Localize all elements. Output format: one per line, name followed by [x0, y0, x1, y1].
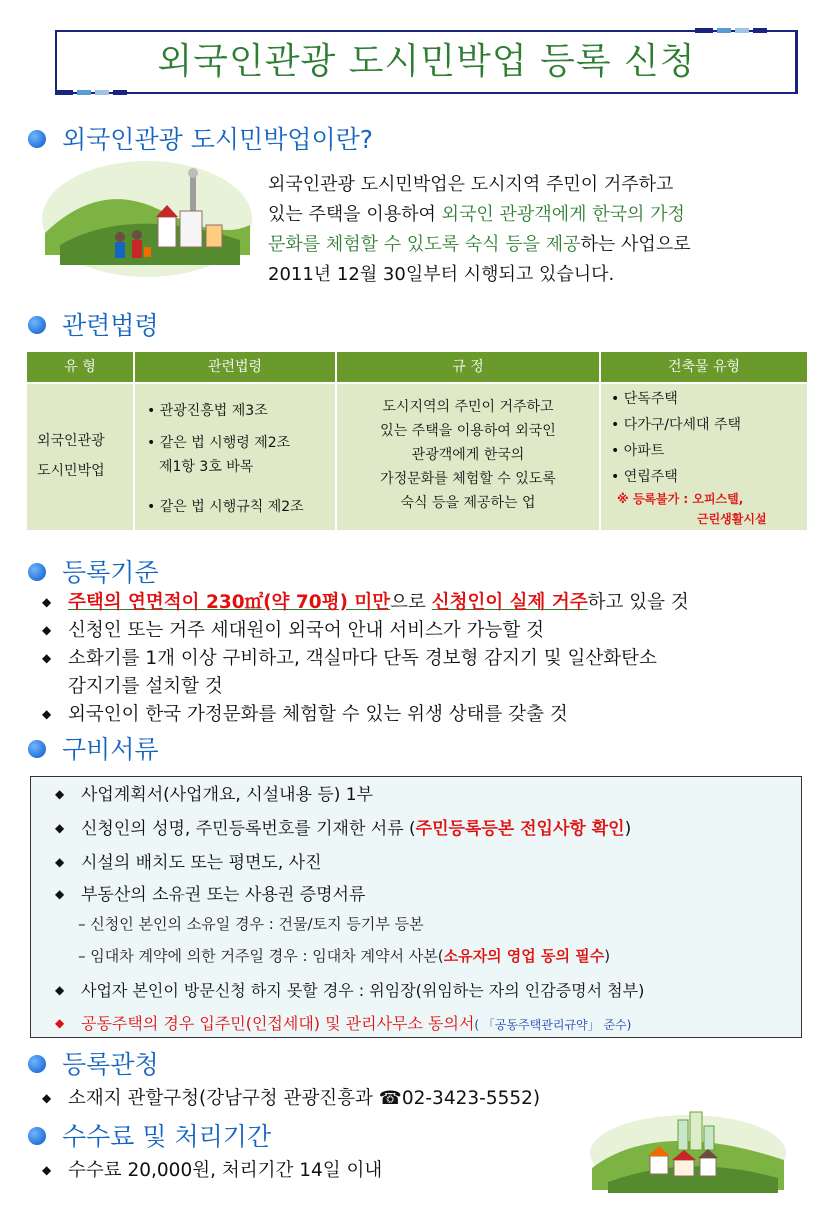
- list-item: [42, 616, 544, 642]
- item-text: 신청인의 성명, 주민등록번호를 기재한 서류 (: [81, 819, 416, 839]
- item-text: – 임대차 계약에 의한 거주일 경우 : 임대차 계약서 사본(: [78, 947, 444, 965]
- document-item: [55, 1011, 631, 1034]
- item-text: – 신청인 본인의 소유일 경우 : 건물/토지 등기부 등본: [78, 915, 424, 933]
- cell-text: • 연립주택: [611, 469, 678, 485]
- intro-text-line: [268, 170, 673, 200]
- bullet-icon: ◆: [55, 855, 65, 869]
- item-text: 외국인이 한국 가정문화를 체험할 수 있는 위생 상태를 갖출 것: [68, 704, 568, 725]
- document-subitem: [78, 945, 610, 966]
- cell-text: 관광객에게 한국의: [411, 447, 525, 463]
- bullet-icon: ◆: [42, 1091, 52, 1105]
- table-cell-rule: [337, 384, 599, 530]
- intro-highlight: 문화를 체험할 수 있도록 숙식 등을 제공: [268, 234, 581, 255]
- cell-text: • 같은 법 시행령 제2조: [147, 435, 291, 451]
- list-item: [42, 1156, 382, 1182]
- bullet-icon: ◆: [42, 1163, 52, 1177]
- document-item: [55, 848, 322, 873]
- cell-text: • 아파트: [611, 443, 665, 459]
- item-text: 하고 있을 것: [587, 592, 689, 613]
- item-text: 소화기를 1개 이상 구비하고, 객실마다 단독 경보형 감지기 및 일산화탄소: [68, 648, 657, 669]
- item-text: 부동산의 소유권 또는 사용권 증명서류: [81, 885, 366, 905]
- bullet-icon: ◆: [42, 707, 52, 721]
- bullet-icon: ◆: [55, 1016, 65, 1030]
- bullet-icon: ◆: [55, 821, 65, 835]
- table-header: 규 정: [337, 352, 599, 382]
- item-text: 수수료 20,000원, 처리기간 14일 이내: [68, 1160, 383, 1181]
- intro-text: 하는 사업으로: [580, 234, 691, 255]
- registration-note: ※ 등록불가 : 오피스텔,: [617, 492, 744, 506]
- item-text: 감지기를 설치할 것: [68, 676, 223, 697]
- cell-text: 있는 주택을 이용하여 외국인: [380, 423, 556, 439]
- highlight-text: 공동주택의 경우 입주민(인접세대) 및 관리사무소 동의서: [81, 1014, 475, 1033]
- section-bullet-icon: [28, 130, 46, 148]
- bullet-icon: ◆: [55, 787, 65, 801]
- document-item: [55, 814, 631, 839]
- cell-text: 외국인관광: [37, 433, 105, 449]
- cell-text: • 관광진흥법 제3조: [147, 403, 268, 419]
- cell-text: 가정문화를 체험할 수 있도록: [380, 471, 556, 487]
- section-bullet-icon: [28, 563, 46, 581]
- intro-text: 외국인관광 도시민박업은 도시지역 주민이 거주하고: [268, 174, 674, 195]
- section-heading-intro: 외국인관광 도시민박업이란?: [62, 125, 374, 154]
- section-heading-office: 등록관청: [62, 1050, 159, 1079]
- list-item: [42, 700, 568, 726]
- town-illustration: [588, 1098, 788, 1193]
- document-item: [55, 978, 644, 1001]
- section-heading-law: 관련법령: [62, 311, 159, 340]
- table-header: 건축물 유형: [601, 352, 807, 382]
- cell-text: • 같은 법 시행규칙 제2조: [147, 499, 304, 515]
- registration-note: 근린생활시설: [697, 512, 767, 526]
- item-text: 신청인 또는 거주 세대원이 외국어 안내 서비스가 가능할 것: [68, 620, 544, 641]
- table-cell-building: [601, 384, 807, 530]
- cell-text: 도시민박업: [37, 463, 105, 479]
- section-heading-fee: 수수료 및 처리기간: [62, 1122, 272, 1151]
- item-text: ): [624, 819, 632, 839]
- document-item: [55, 780, 373, 805]
- document-subitem: [78, 913, 424, 934]
- intro-highlight: 외국인 관광객에게 한국의 가정: [441, 204, 685, 225]
- section-bullet-icon: [28, 740, 46, 758]
- item-text: ): [604, 947, 611, 965]
- law-table: [27, 352, 807, 530]
- document-item: [55, 880, 365, 905]
- item-text: 소재지 관할구청(강남구청 관광진흥과 ☎02-3423-5552): [68, 1088, 541, 1109]
- highlight-text: 소유자의 영업 동의 필수: [443, 947, 605, 965]
- city-village-illustration: [40, 155, 255, 280]
- item-text: 사업자 본인이 방문신청 하지 못할 경우 : 위임장(위임하는 자의 인감증명서 첨부): [81, 981, 645, 1000]
- cell-text: • 단독주택: [611, 391, 678, 407]
- bullet-icon: ◆: [55, 887, 65, 901]
- section-heading-documents: 구비서류: [62, 735, 159, 764]
- highlight-text: 신청인이 실제 거주: [431, 592, 588, 613]
- list-item: [42, 588, 689, 614]
- table-cell-laws: [135, 384, 335, 530]
- list-item-continuation: [68, 672, 223, 698]
- highlight-text: 주민등록등본 전입사항 확인: [415, 819, 625, 839]
- list-item: [42, 1084, 540, 1110]
- cell-text: • 다가구/다세대 주택: [611, 417, 742, 433]
- bullet-icon: ◆: [42, 623, 52, 637]
- intro-text: 있는 주택을 이용하여: [268, 204, 442, 225]
- table-cell-type: [27, 384, 133, 530]
- intro-text-line: [268, 200, 685, 230]
- bullet-icon: ◆: [42, 651, 52, 665]
- table-header: 유 형: [27, 352, 133, 382]
- note-text: ( 「공동주택관리규약」 준수): [474, 1018, 632, 1032]
- item-text: 사업계획서(사업개요, 시설내용 등) 1부: [81, 785, 374, 805]
- section-bullet-icon: [28, 1127, 46, 1145]
- intro-text-line: [268, 260, 614, 290]
- table-header: 관련법령: [135, 352, 335, 382]
- highlight-text: 주택의 연면적이 230㎡(약 70평) 미만: [68, 592, 391, 613]
- bullet-icon: ◆: [42, 595, 52, 609]
- bullet-icon: ◆: [55, 983, 65, 997]
- item-text: 으로: [390, 592, 432, 613]
- section-bullet-icon: [28, 316, 46, 334]
- section-heading-criteria: 등록기준: [62, 558, 159, 587]
- page-title: 외국인관광 도시민박업 등록 신청: [157, 41, 696, 82]
- cell-text: 제1항 3호 바목: [159, 459, 254, 475]
- list-item: [42, 644, 657, 670]
- intro-text: 2011년 12월 30일부터 시행되고 있습니다.: [268, 264, 615, 285]
- cell-text: 숙식 등을 제공하는 업: [400, 495, 536, 511]
- cell-text: 도시지역의 주민이 거주하고: [382, 399, 554, 415]
- section-bullet-icon: [28, 1055, 46, 1073]
- item-text: 시설의 배치도 또는 평면도, 사진: [81, 853, 322, 873]
- intro-text-line: [268, 230, 691, 260]
